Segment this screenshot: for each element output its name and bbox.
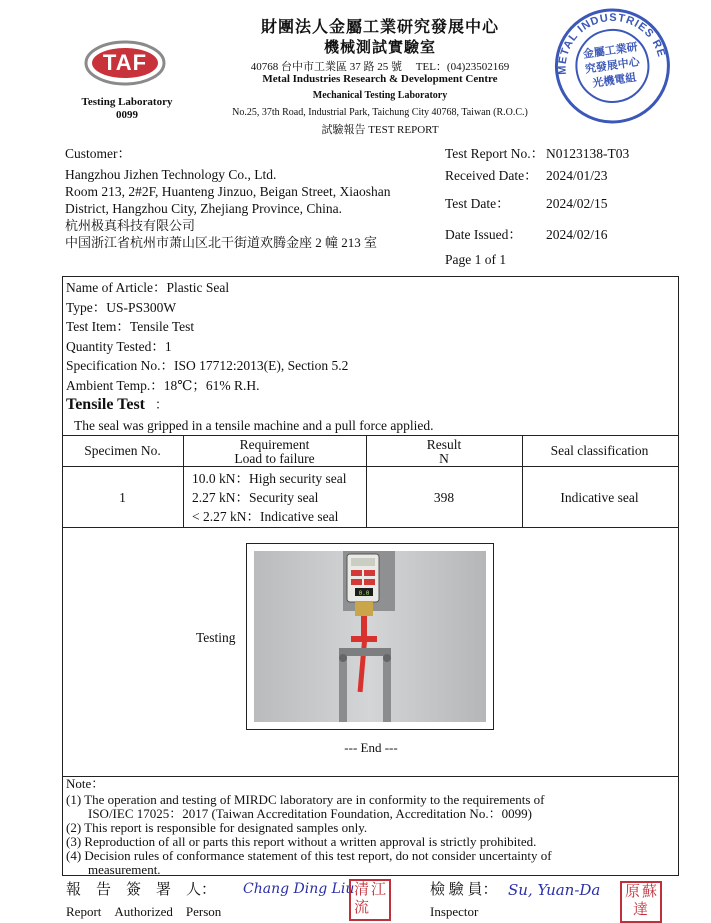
inspector-label-cn: 檢 驗 員： [430, 882, 498, 898]
table-cell-req1: 10.0 kN：High security seal [192, 471, 347, 486]
tensile-heading [66, 395, 168, 415]
seal-inner-line2: 究發展中心 [584, 56, 641, 76]
table-cell-specimen: 1 [119, 490, 126, 505]
test-date: 2024/02/15 [546, 196, 608, 211]
article-spec: Specification No.：ISO 17712:2013(E), Section 5.2 [66, 358, 349, 373]
authorized-signature: Chang Ding Liu [243, 881, 355, 897]
table-header-border [62, 466, 678, 467]
org-name-en: Metal Industries Research & Development Centre [262, 73, 498, 85]
notes-border [62, 776, 678, 777]
lab-name-cn: 機械測試實驗室 [323, 40, 436, 56]
issued-label: Date Issued： [445, 227, 522, 242]
report-no-label: Test Report No.： [445, 146, 545, 161]
table-cell-classification: Indicative seal [560, 490, 639, 505]
note-1a: (1) The operation and testing of MIRDC laboratory are in conformity to the requirements of [66, 792, 545, 807]
lab-name-en: Mechanical Testing Laboratory [312, 90, 448, 101]
inspector-stamp-char1: 原 [625, 884, 641, 900]
note-4b: measurement. [88, 862, 161, 877]
authorized-stamp-char1: 江 [371, 882, 387, 898]
table-header-requirement: Requirement [239, 437, 310, 452]
lab-label-line2: 0099 [116, 109, 138, 121]
article-ambient: Ambient Temp.：18℃；61% R.H. [66, 378, 260, 393]
table-header-classification: Seal classification [550, 443, 649, 458]
article-quantity: Quantity Tested：1 [66, 339, 172, 354]
inspector-stamp-char2: 蘇 [642, 884, 658, 900]
table-cell-req3: < 2.27 kN：Indicative seal [192, 509, 339, 524]
inspector-label-en: Inspector [430, 904, 479, 919]
customer-address-cn: 中国浙江省杭州市萧山区北干街道欢腾金座 2 幢 213 室 [65, 235, 378, 250]
authorized-stamp-char3: 流 [354, 900, 370, 916]
article-name: Name of Article：Plastic Seal [66, 280, 230, 295]
page-number: Page 1 of 1 [445, 252, 507, 267]
table-cell-req2: 2.27 kN：Security seal [192, 490, 319, 505]
org-name-cn: 財團法人金屬工業研究發展中心 [260, 19, 499, 36]
taf-logo [84, 40, 166, 86]
note-2: (2) This report is responsible for designated samples only. [66, 820, 368, 835]
note-1b: ISO/IEC 17025：2017 (Taiwan Accreditation Foundation, Accreditation No.：0099) [88, 806, 532, 821]
received-date: 2024/01/23 [546, 168, 608, 183]
authorized-stamp-char2: 清 [354, 882, 370, 898]
inspector-stamp [620, 881, 662, 923]
table-row-border [62, 527, 678, 528]
photo-label: Testing [196, 630, 236, 645]
report-title: 試驗報告 TEST REPORT [321, 124, 439, 136]
note-3: (3) Reproduction of all or parts this report without a written approval is strictly prohibited. [66, 834, 537, 849]
inspector-signature: Su, Yuan-Da [508, 881, 601, 899]
issued-date: 2024/02/16 [546, 227, 608, 242]
lab-label-line1: Testing Laboratory [81, 96, 173, 108]
customer-name-cn: 杭州极真科技有限公司 [65, 218, 196, 233]
article-test-item: Test Item：Tensile Test [66, 319, 195, 334]
customer-address-line1: Room 213, 2#2F, Huanteng Jinzuo, Beigan Street, Xiaoshan [65, 184, 391, 199]
report-no: N0123138-T03 [546, 146, 630, 161]
authorized-stamp [349, 879, 391, 921]
article-type: Type：US-PS300W [66, 300, 177, 315]
tensile-heading-text: Tensile Test [66, 396, 145, 413]
tensile-description: The seal was gripped in a tensile machine and a pull force applied. [74, 418, 434, 433]
table-cell-result: 398 [433, 490, 455, 505]
seal-stamp [539, 0, 685, 132]
address-cn: 40768 台中市工業區 37 路 25 號 TEL：(04)23502169 [250, 61, 510, 73]
inspector-stamp-char3: 達 [633, 902, 649, 918]
customer-address-line2: District, Hangzhou City, Zhejiang Province, China. [65, 201, 342, 216]
gauge-reading: 0.0 [358, 590, 370, 597]
address-en: No.25, 37th Road, Industrial Park, Taichung City 40768, Taiwan (R.O.C.) [232, 107, 528, 118]
end-marker: --- End --- [344, 740, 398, 755]
table-header-result-unit: N [439, 451, 449, 466]
notes-title: Note： [66, 776, 105, 791]
seal-inner-line1: 金屬工業研 [582, 41, 639, 61]
customer-label: Customer： [65, 146, 131, 161]
seal-inner-line3: 光機電組 [591, 71, 638, 90]
taf-logo-text: TAF [102, 50, 148, 75]
table-header-requirement-sub: Load to failure [234, 451, 315, 466]
received-label: Received Date： [445, 168, 538, 183]
tensile-heading-colon: ： [155, 397, 169, 412]
test-photo [246, 543, 494, 730]
seal-outer-text: METAL INDUSTRIES RESEARCH & DEVELOPMENT [539, 2, 668, 75]
table-header-specimen: Specimen No. [84, 443, 161, 458]
authorized-label-en: Report Authorized Person [66, 904, 222, 919]
customer-name: Hangzhou Jizhen Technology Co., Ltd. [65, 167, 277, 182]
test-date-label: Test Date： [445, 196, 510, 211]
table-top-border [62, 435, 678, 436]
table-header-result: Result [426, 437, 462, 452]
authorized-label-cn: 報 告 簽 署 人： [66, 882, 217, 898]
note-4a: (4) Decision rules of conformance statement of this test report, do not consider uncertainty of [66, 848, 552, 863]
